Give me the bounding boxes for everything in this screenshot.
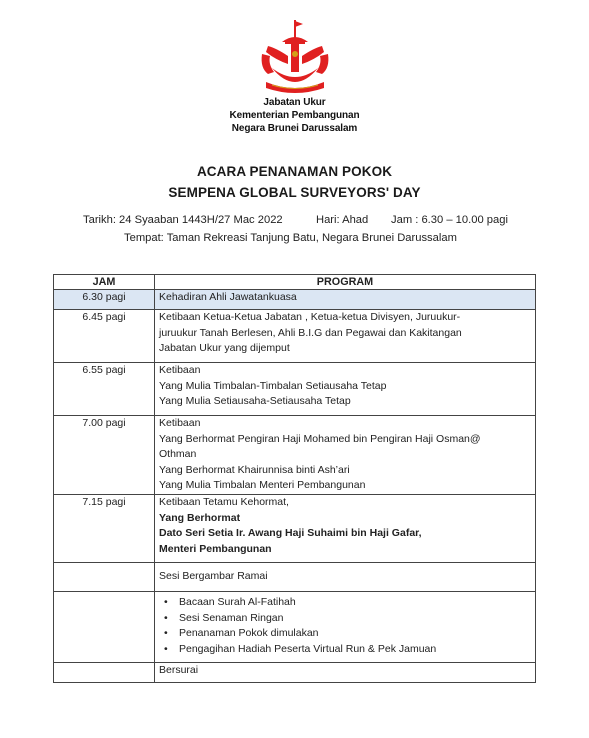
program-line-bold: Menteri Pembangunan xyxy=(159,542,272,555)
program-line: Yang Berhormat Pengiran Haji Mohamed bin Pengiran Haji Osman@ xyxy=(159,432,481,445)
row-program xyxy=(155,363,536,416)
title-line-2: SEMPENA GLOBAL SURVEYORS' DAY xyxy=(168,185,421,200)
info-tarikh: Tarikh: 24 Syaaban 1443H/27 Mac 2022 xyxy=(83,214,283,226)
list-item: • Bacaan Surah Al-Fatihah xyxy=(179,595,531,611)
org-line: Negara Brunei Darussalam xyxy=(231,123,358,134)
table-row xyxy=(54,290,536,310)
table-row xyxy=(54,592,536,663)
row-time xyxy=(54,563,155,592)
table-row xyxy=(54,416,536,495)
row-time xyxy=(54,663,155,683)
row-time: 7.00 pagi xyxy=(54,416,155,495)
list-item: • Penanaman Pokok dimulakan xyxy=(179,626,531,642)
row-program xyxy=(155,495,536,563)
list-item: • Sesi Senaman Ringan xyxy=(179,611,531,627)
info-jam: Jam : 6.30 – 10.00 pagi xyxy=(391,214,508,226)
program-line: Bersurai xyxy=(159,664,199,676)
table-row xyxy=(54,495,536,563)
row-program xyxy=(155,310,536,363)
table-header-row xyxy=(54,275,536,290)
activity-list xyxy=(159,595,531,657)
table-row xyxy=(54,663,536,683)
row-time xyxy=(54,592,155,663)
program-line-bold: Yang Berhormat xyxy=(159,511,241,524)
org-line: Kementerian Pembangunan xyxy=(229,110,360,121)
program-line: Kehadiran Ahli Jawatankuasa xyxy=(159,291,297,303)
row-time: 7.15 pagi xyxy=(54,495,155,563)
row-time: 6.45 pagi xyxy=(54,310,155,363)
row-program xyxy=(155,563,536,592)
program-line: juruukur Tanah Berlesen, Ahli B.I.G dan Pegawai dan Kakitangan xyxy=(159,326,462,339)
info-hari: Hari: Ahad xyxy=(316,214,369,226)
program-line: Ketibaan xyxy=(159,364,201,376)
table-row xyxy=(54,563,536,592)
document-title xyxy=(0,161,589,203)
row-time: 6.30 pagi xyxy=(54,290,155,310)
list-item: • Pengagihan Hadiah Peserta Virtual Run & Pek Jamuan xyxy=(179,642,531,658)
program-line: Ketibaan Ketua-Ketua Jabatan , Ketua-ketua Divisyen, Juruukur- xyxy=(159,311,461,323)
header-jam: JAM xyxy=(54,275,155,290)
program-line: Othman xyxy=(159,448,197,460)
program-line: Sesi Bergambar Ramai xyxy=(159,570,268,582)
program-line: Yang Mulia Timbalan-Timbalan Setiausaha Tetap xyxy=(159,379,387,392)
row-program xyxy=(155,592,536,663)
program-line: Jabatan Ukur yang dijemput xyxy=(159,342,290,354)
program-line: Yang Berhormat Khairunnisa binti Ash’ari xyxy=(159,463,350,476)
org-line: Jabatan Ukur xyxy=(263,97,326,108)
program-table xyxy=(53,274,536,683)
program-line: Yang Mulia Setiausaha-Setiausaha Tetap xyxy=(159,395,351,407)
program-line: Ketibaan xyxy=(159,417,201,429)
info-tempat: Tempat: Taman Rekreasi Tanjung Batu, Negara Brunei Darussalam xyxy=(124,232,457,244)
table-row xyxy=(54,363,536,416)
brunei-crest-emblem xyxy=(258,18,332,94)
row-time: 6.55 pagi xyxy=(54,363,155,416)
title-line-1: ACARA PENANAMAN POKOK xyxy=(196,164,393,179)
program-line-bold: Dato Seri Setia Ir. Awang Haji Suhaimi bin Haji Gafar, xyxy=(159,527,422,539)
row-program xyxy=(155,416,536,495)
row-program xyxy=(155,663,536,683)
program-line: Ketibaan Tetamu Kehormat, xyxy=(159,496,289,508)
organization-block xyxy=(0,96,589,135)
header-program: PROGRAM xyxy=(155,275,536,290)
table-row xyxy=(54,310,536,363)
row-program xyxy=(155,290,536,310)
program-line: Yang Mulia Timbalan Menteri Pembangunan xyxy=(159,479,366,491)
